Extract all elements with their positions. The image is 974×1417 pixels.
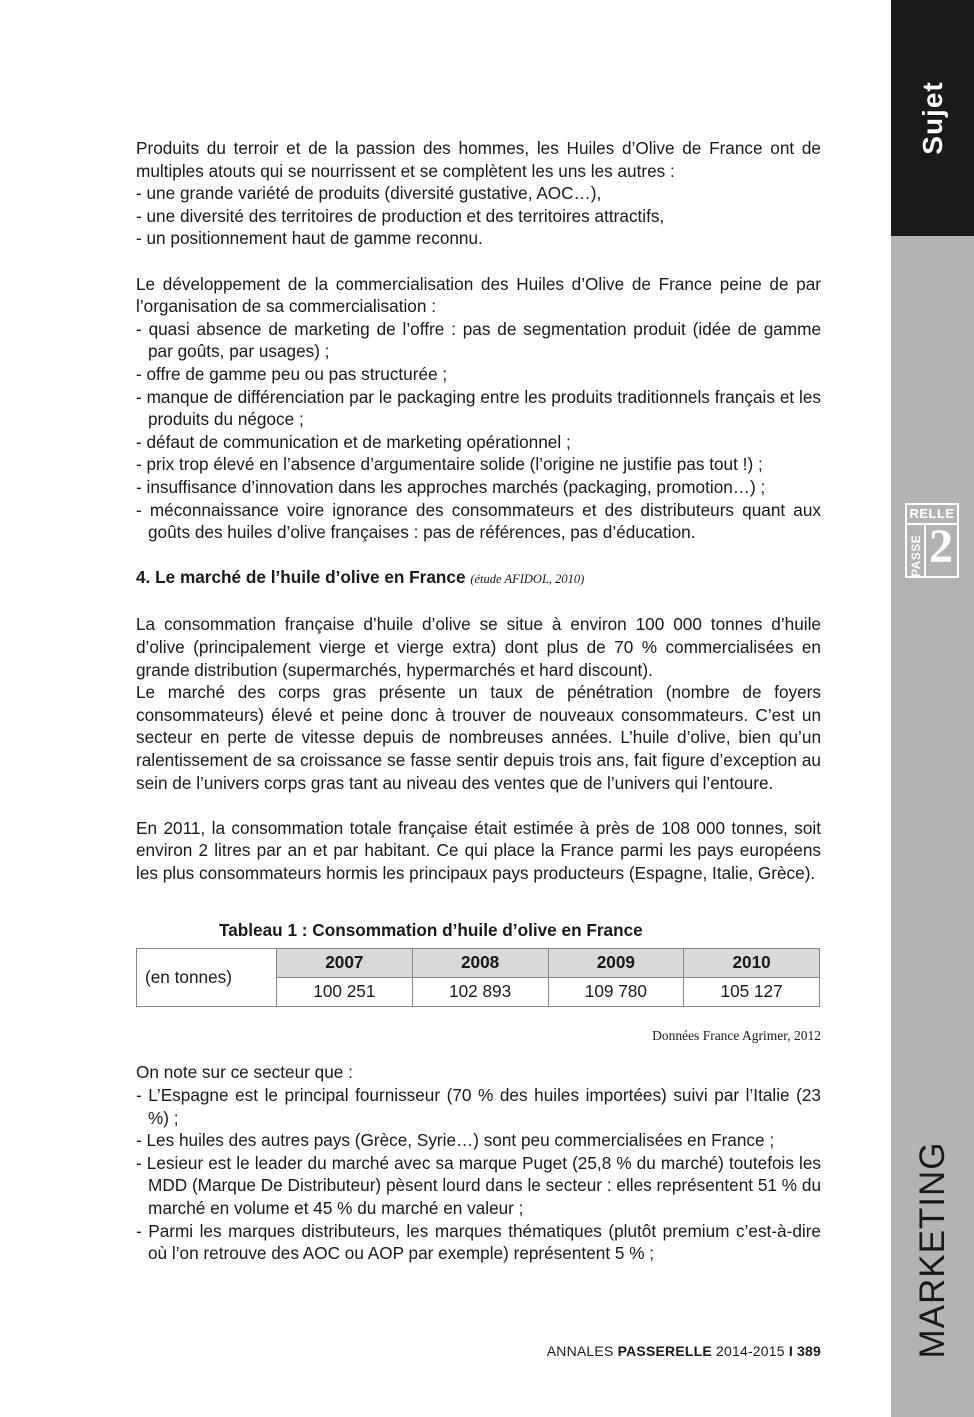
section-heading-source: (étude AFIDOL, 2010) [470, 572, 585, 587]
list-item: - L’Espagne est le principal fournisseur (70 % des huiles importées) suivi par l’Italie (23 %) ; [136, 1084, 821, 1128]
table-cell: 102 893 [412, 977, 548, 1006]
logo-number: 2 [929, 520, 953, 573]
subject-label [891, 1100, 974, 1400]
table-header-row [137, 948, 820, 977]
list-item: - offre de gamme peu ou pas structurée ; [136, 363, 448, 384]
page-body [136, 137, 821, 1265]
market-paragraph-3: En 2011, la consommation totale française était estimée à près de 108 000 tonnes, soit environ 2 litres par an et par habitant. Ce qui place la France parmi les pays européens les plus consommateurs hormis les principaux pays producteurs (Espagne, Italie, Grèce). [136, 817, 821, 883]
notes-paragraph: On note sur ce secteur que : [136, 1062, 353, 1083]
table-cell: 105 127 [684, 977, 820, 1006]
list-item: - Parmi les marques distributeurs, les marques thématiques (plutôt premium c’est-à-dire où l’on retrouve des AOC ou AOP par exemple) représentent 5 % ; [136, 1220, 821, 1264]
section-heading [136, 566, 821, 591]
notes-list [136, 1084, 821, 1265]
logo-text-relle: RELLE [909, 506, 955, 521]
list-item: - Lesieur est le leader du marché avec sa marque Puget (25,8 % du marché) toutefois les MDD (Marque De Distributeur) pèsent lourd dans le secteur : elles représentent 51 % du marché en volume et 45 % du marché en valeur ; [136, 1152, 821, 1218]
list-item: - Les huiles des autres pays (Grèce, Syrie…) sont peu commercialisées en France ; [136, 1130, 775, 1151]
intro-paragraph: Produits du terroir et de la passion des hommes, les Huiles d’Olive de France ont de multiples atouts qui se nourrissent et se complètent les uns les autres : [136, 138, 821, 181]
list-item: - un positionnement haut de gamme reconnu. [136, 228, 483, 249]
table-source: Données France Agrimer, 2012 [652, 1027, 821, 1043]
page-number: 389 [792, 1343, 821, 1359]
logo-text-passe: PASSE [909, 534, 923, 577]
list-item: - prix trop élevé en l’absence d’argumentaire solide (l’origine ne justifie pas tout !) ; [136, 454, 763, 475]
table-cell: 100 251 [277, 977, 413, 1006]
subject-label-text: MARKETING [912, 1141, 952, 1359]
section-label-text: Sujet [916, 81, 948, 155]
table-cell: 109 780 [548, 977, 684, 1006]
footer-years: 2014-2015 [711, 1343, 789, 1359]
section-label [891, 0, 974, 236]
table-header-cell: 2007 [277, 948, 413, 977]
footer-separator: I [788, 1343, 793, 1359]
section-heading-title: 4. Le marché de l’huile d’olive en France [136, 567, 466, 588]
table-caption: Tableau 1 : Consommation d’huile d’olive en France [219, 920, 643, 941]
table-row-label: (en tonnes) [137, 948, 277, 1006]
list-item: - quasi absence de marketing de l’offre : pas de segmentation produit (idée de gamme par goûts, par usages) ; [136, 318, 821, 362]
list-item: - défaut de communication et de marketing opérationnel ; [136, 431, 571, 452]
market-paragraph-1: La consommation française d’huile d’olive se situe à environ 100 000 tonnes d’huile d’olive (principalement vierge et vierge extra) dont plus de 70 % commercialisées en grande distribution (supermarchés, hypermarchés et hard discount). [136, 614, 821, 680]
table-header-cell: 2008 [412, 948, 548, 977]
table-header-cell: 2010 [684, 948, 820, 977]
weaknesses-paragraph: Le développement de la commercialisation des Huiles d’Olive de France peine de par l’organisation de sa commercialisation : [136, 273, 821, 317]
consumption-table [136, 948, 820, 1007]
page-footer [547, 1343, 821, 1359]
list-item: - une grande variété de produits (diversité gustative, AOC…), [136, 183, 602, 204]
list-item: - manque de différenciation par le packaging entre les produits traditionnels français et les produits du négoce ; [136, 386, 821, 430]
weaknesses-list [136, 318, 821, 544]
logo-divider-vertical [924, 523, 926, 576]
market-paragraph-2: Le marché des corps gras présente un taux de pénétration (nombre de foyers consommateurs) élevé et peine donc à trouver de nouveaux consommateurs. C’est un secteur en perte de vitesse depuis de nombreuses années. L’huile d’olive, bien qu’un ralentissement de sa croissance se fasse sentir depuis trois ans, fait figure d’exception au sein de l’univers corps gras tant au niveau des ventes que de l’univers qui l’entoure. [136, 682, 821, 793]
footer-brand: PASSERELLE [617, 1343, 712, 1359]
passerelle-logo [905, 503, 959, 578]
list-item: - une diversité des territoires de production et des territoires attractifs, [136, 205, 665, 226]
footer-prefix: ANNALES [546, 1343, 618, 1359]
list-item: - méconnaissance voire ignorance des consommateurs et des distributeurs quant aux goûts des huiles d’olive françaises : pas de références, pas d’éducation. [136, 499, 821, 543]
intro-list [136, 182, 821, 250]
list-item: - insuffisance d’innovation dans les approches marchés (packaging, promotion…) ; [136, 476, 766, 497]
table-header-cell: 2009 [548, 948, 684, 977]
